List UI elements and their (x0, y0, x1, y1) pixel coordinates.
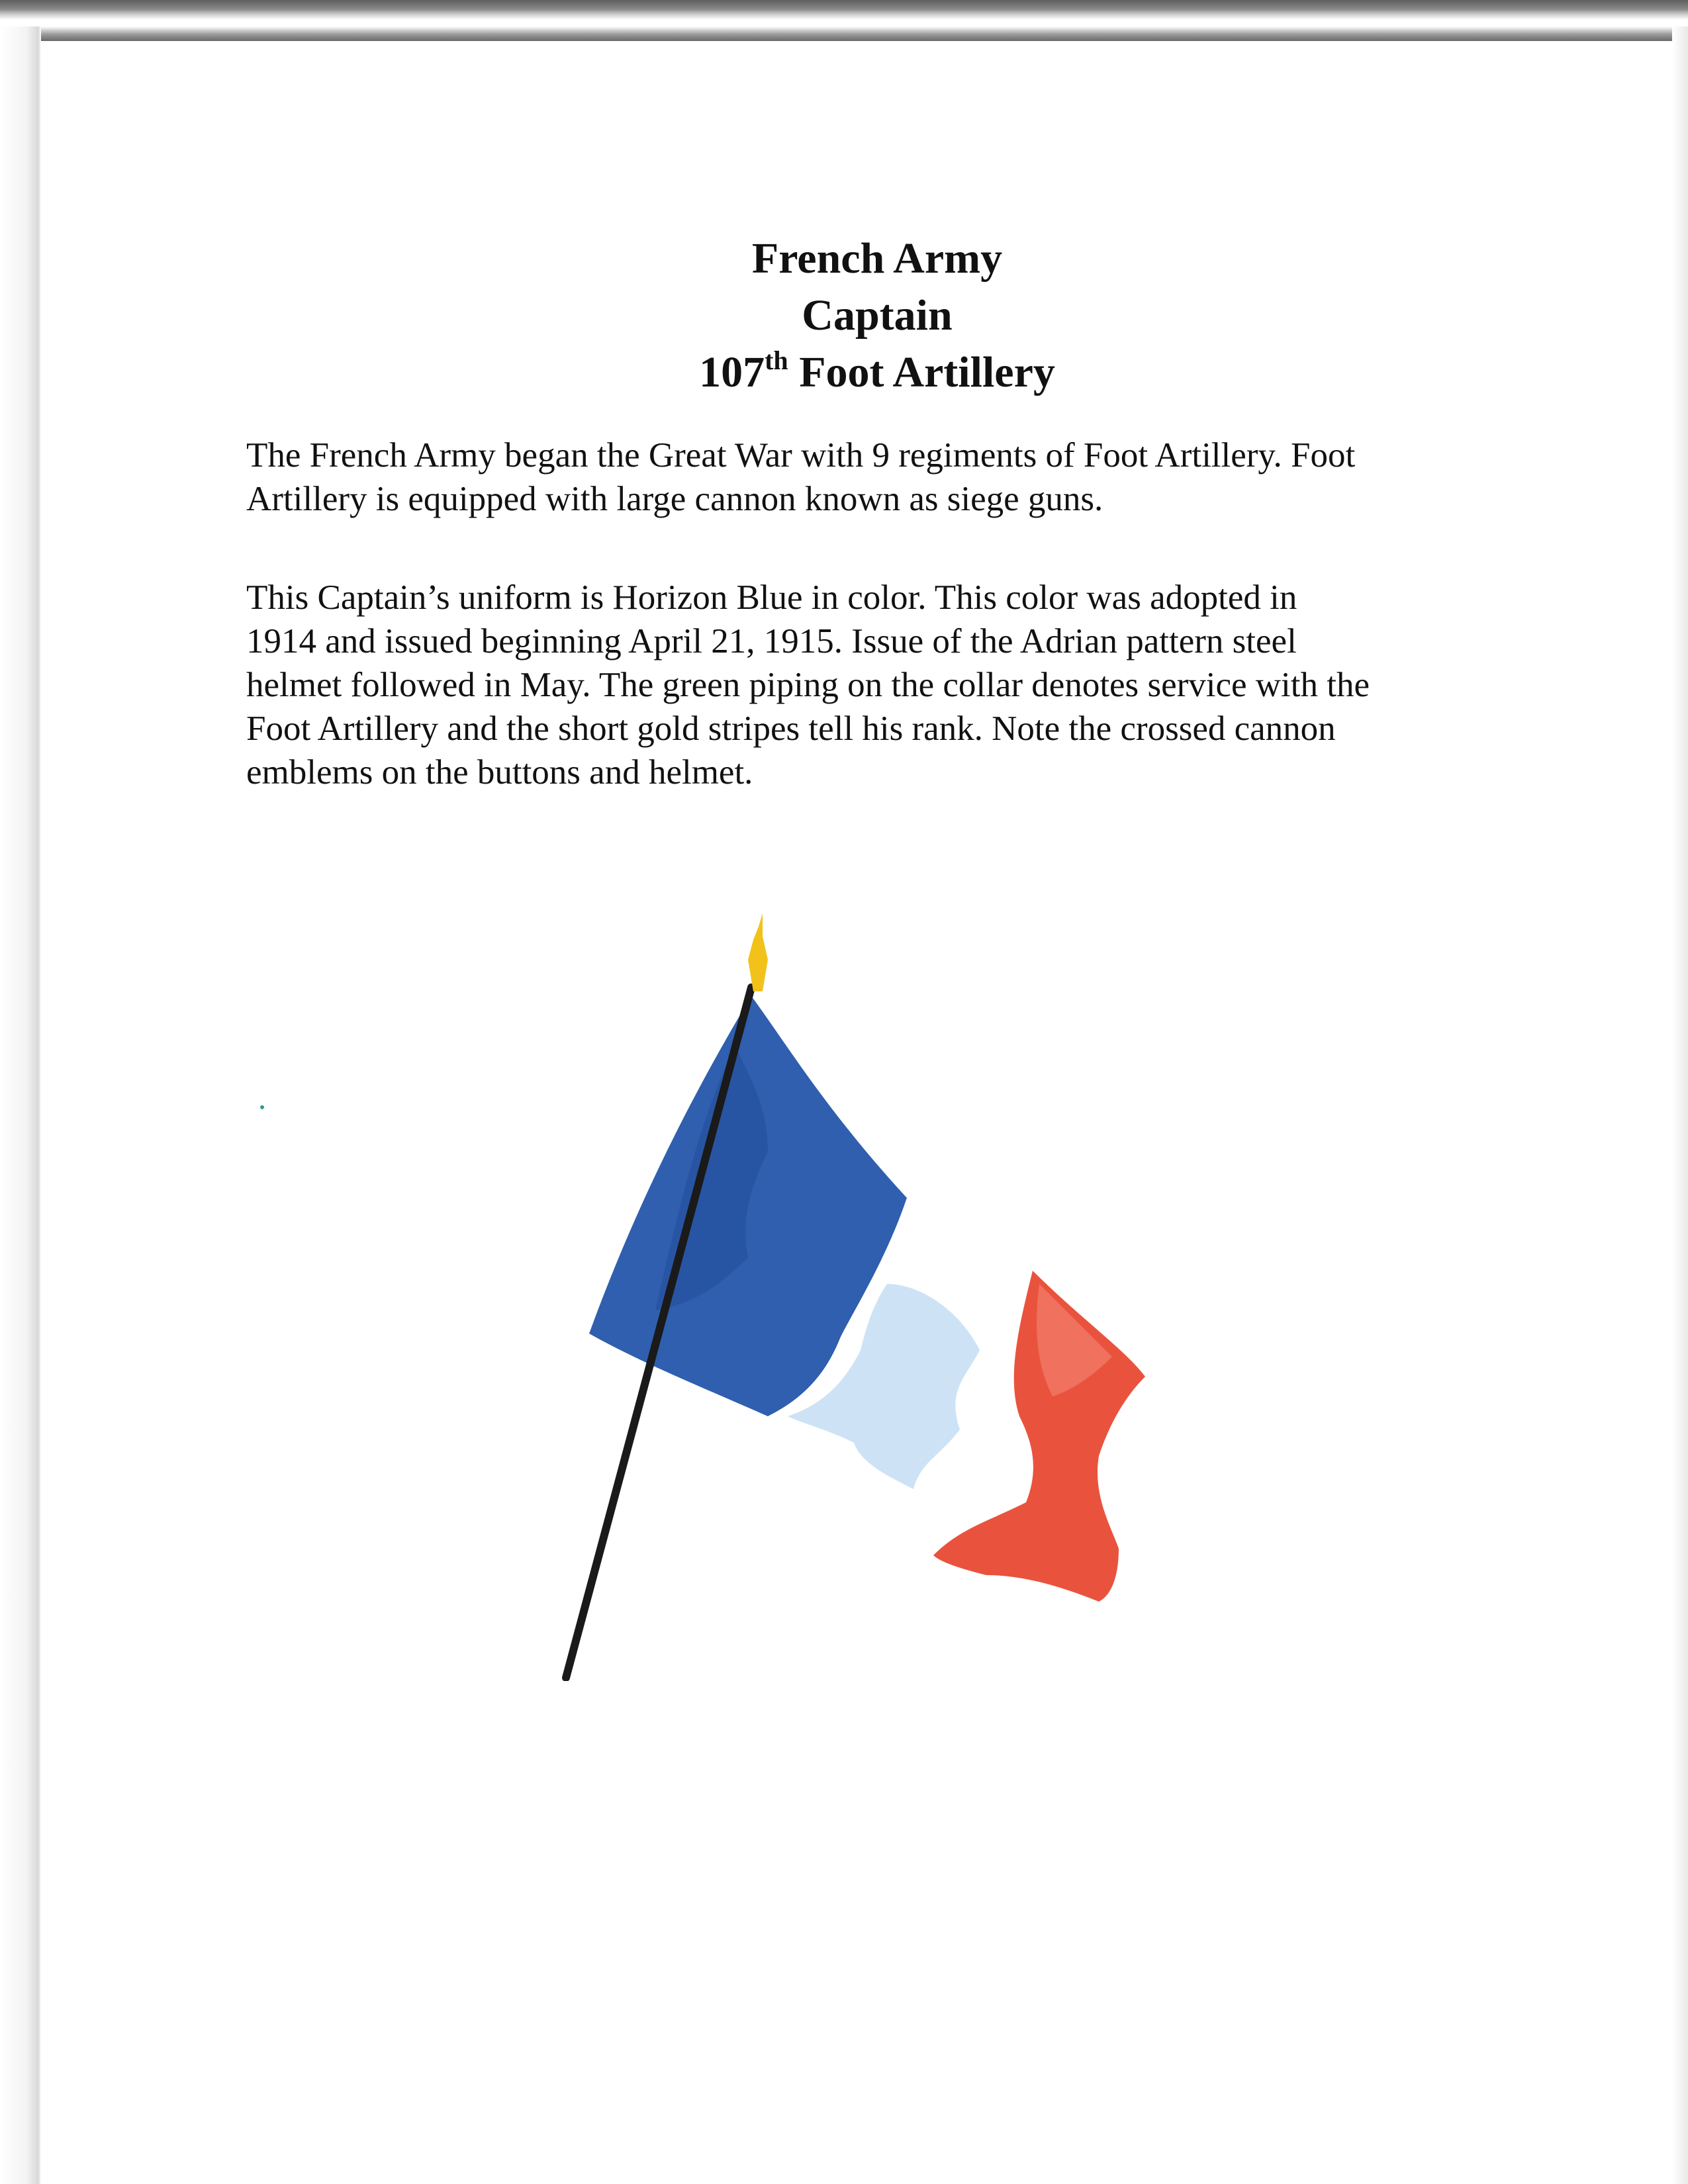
title-line-rank: Captain (802, 291, 953, 340)
scan-border-left (0, 26, 41, 2184)
title-line-army: French Army (751, 234, 1003, 283)
unit-ordinal-suffix: th (765, 345, 788, 375)
paragraph-uniform (246, 576, 1504, 794)
paragraph-foot-artillery (246, 433, 1504, 521)
paragraph-line: helmet followed in May. The green piping on the collar denotes service with the (246, 666, 1370, 704)
unit-number: 107 (699, 348, 765, 396)
title-line-unit (596, 344, 1158, 401)
page-title (596, 230, 1158, 401)
unit-name: Foot Artillery (788, 348, 1055, 396)
paragraph-line: Foot Artillery and the short gold stripes tell his rank. Note the crossed cannon (246, 709, 1336, 748)
french-flag-icon (457, 913, 1185, 1681)
paragraph-line: Artillery is equipped with large cannon known as siege guns. (246, 480, 1103, 518)
paragraph-line: The French Army began the Great War with 9 regiments of Foot Artillery. Foot (246, 436, 1356, 475)
paragraph-line: 1914 and issued beginning April 21, 1915. Issue of the Adrian pattern steel (246, 622, 1297, 660)
scan-border-right (1672, 26, 1688, 2184)
scan-speck (260, 1105, 264, 1109)
flag-finial (748, 913, 768, 991)
scan-border-top (0, 0, 1688, 41)
paragraph-line: This Captain’s uniform is Horizon Blue in color. This color was adopted in (246, 578, 1297, 617)
paragraph-line: emblems on the buttons and helmet. (246, 753, 753, 792)
